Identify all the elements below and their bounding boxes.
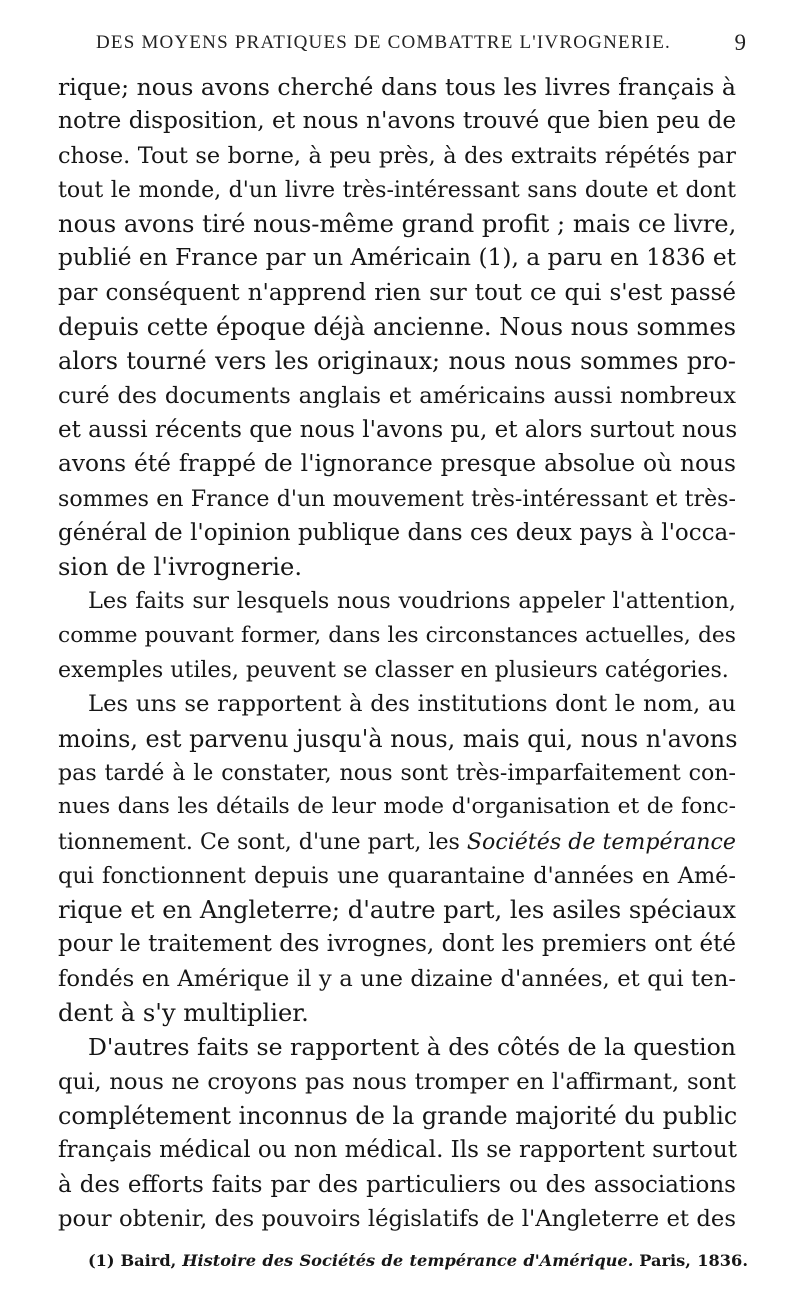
text-line: D'autres faits se rapportent à des côtés de la question (88, 1033, 736, 1062)
text-line: général de l'opinion publique dans ces deux pays à l'occa- (58, 519, 736, 546)
text-line: qui fonctionnent depuis une quarantaine d'années en Amé- (58, 862, 736, 889)
text-line (58, 825, 736, 859)
text-line: moins, est parvenu jusqu'à nous, mais qui, nous n'avons (58, 724, 738, 753)
text-line: dent à s'y multiplier. (58, 999, 309, 1028)
footnote (88, 1248, 748, 1274)
text-line: français médical ou non médical. Ils se rapportent surtout (58, 1137, 737, 1164)
text-line: pas tardé à le constater, nous sont très-imparfaitement con- (58, 759, 736, 786)
text-line: et aussi récents que nous l'avons pu, et alors surtout nous (58, 416, 738, 443)
text-line: publié en France par un Américain (1), a paru en 1836 et (58, 244, 736, 272)
text-line: rique; nous avons cherché dans tous les livres français à (58, 73, 736, 101)
text-line: notre disposition, et nous n'avons trouvé que bien peu de (58, 107, 737, 135)
text-line: nues dans les détails de leur mode d'organisation et de fonc- (58, 794, 736, 820)
text-line: Les uns se rapportent à des institutions dont le nom, au (88, 691, 736, 718)
italic-term: Sociétés de tempérance (466, 828, 736, 855)
text-segment: tionnement. Ce sont, d'une part, les (58, 828, 467, 855)
text-line: Les faits sur lesquels nous voudrions appeler l'attention, (88, 588, 736, 615)
text-line: fondés en Amérique il y a une dizaine d'années, et qui ten- (58, 965, 736, 992)
text-line: curé des documents anglais et américains aussi nombreux (58, 382, 736, 409)
text-line: comme pouvant former, dans les circonstances actuelles, des (58, 622, 736, 648)
text-line: rique et en Angleterre; d'autre part, les asiles spéciaux (58, 896, 736, 925)
footnote-place-date: Paris, 1836. (639, 1251, 748, 1270)
text-line: depuis cette époque déjà ancienne. Nous nous sommes (58, 313, 737, 342)
text-line: nous avons tiré nous-même grand profit ; mais ce livre, (58, 210, 737, 239)
text-line: tout le monde, d'un livre très-intéressant sans doute et dont (58, 176, 736, 203)
text-line: sion de l'ivrognerie. (58, 553, 303, 582)
text-line: pour le traitement des ivrognes, dont les premiers ont été (58, 931, 736, 958)
footnote-author: Baird, (120, 1251, 177, 1270)
text-line: exemples utiles, peuvent se classer en plusieurs catégories. (58, 657, 729, 684)
body-text (58, 70, 736, 1236)
text-line: qui, nous ne croyons pas nous tromper en l'affirmant, sont (58, 1068, 736, 1095)
text-line: à des efforts faits par des particuliers ou des associations (58, 1171, 736, 1198)
running-header (96, 32, 746, 60)
footnote-work-title: Histoire des Sociétés de tempérance d'Amérique. (182, 1251, 634, 1270)
text-line: complétement inconnus de la grande majorité du public (58, 1101, 738, 1130)
page-number: 9 (734, 30, 746, 55)
footnote-number: (1) (88, 1251, 115, 1270)
text-line: avons été frappé de l'ignorance presque absolue où nous (58, 450, 736, 478)
text-line: par conséquent n'apprend rien sur tout ce qui s'est passé (58, 279, 736, 306)
text-line: alors tourné vers les originaux; nous nous sommes pro- (58, 347, 736, 376)
text-line: sommes en France d'un mouvement très-intéressant et très- (58, 485, 736, 512)
text-line: chose. Tout se borne, à peu près, à des extraits répétés par (58, 142, 736, 169)
text-line: pour obtenir, des pouvoirs législatifs de l'Angleterre et des (58, 1205, 736, 1232)
running-title: DES MOYENS PRATIQUES DE COMBATTRE L'IVROGNERIE. (96, 32, 671, 53)
